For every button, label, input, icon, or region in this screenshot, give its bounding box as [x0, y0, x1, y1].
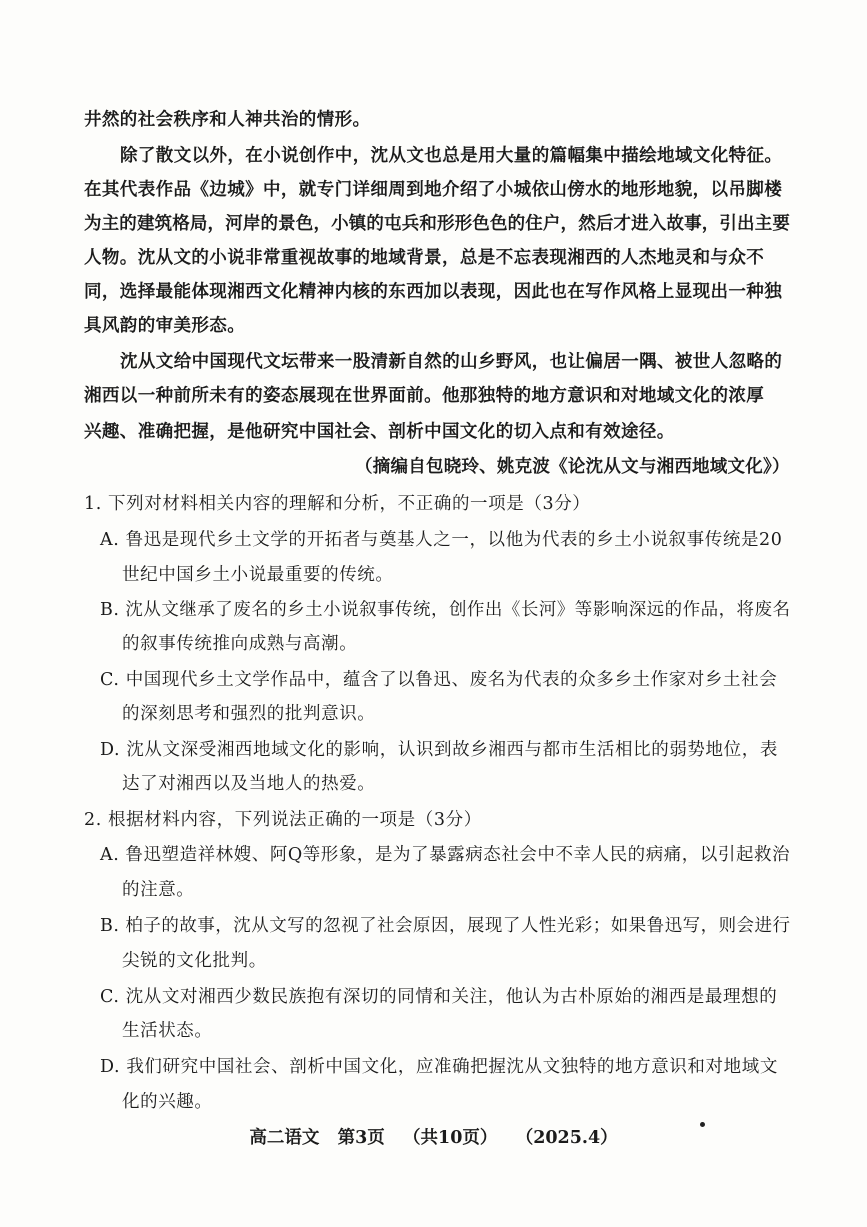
passage-line: 具风韵的审美形态。 [84, 316, 246, 336]
q2-option-c: C. 沈从文对湘西少数民族抱有深切的同情和关注，他认为古朴原始的湘西是最理想的 [100, 987, 778, 1007]
passage-line: 除了散文以外，在小说创作中，沈从文也总是用大量的篇幅集中描绘地域文化特征。 [120, 146, 783, 166]
q2-option-b-cont: 尖锐的文化批判。 [122, 951, 267, 971]
q1-option-c-cont: 的深刻思考和强烈的批判意识。 [122, 704, 376, 724]
passage-line: 在其代表作品《边城》中，就专门详细周到地介绍了小城依山傍水的地形地貌，以吊脚楼 [84, 180, 783, 200]
passage-line: 为主的建筑格局，河岸的景色，小镇的屯兵和形形色色的住户，然后才进入故事，引出主要 [84, 214, 790, 234]
q2-option-a-cont: 的注意。 [122, 880, 195, 900]
passage-line: 井然的社会秩序和人神共治的情形。 [84, 110, 371, 130]
page-footer: 高二语文 第3页 （共10页） （2025.4） [249, 1128, 618, 1148]
q1-option-b-cont: 的叙事传统推向成熟与高潮。 [122, 634, 358, 654]
q1-option-a-cont: 世纪中国乡土小说最重要的传统。 [122, 565, 394, 585]
passage-line: 沈从文给中国现代文坛带来一股清新自然的山乡野风，也让偏居一隅、被世人忽略的 [120, 352, 783, 372]
passage-line: 人物。沈从文的小说非常重视故事的地域背景，总是不忘表现湘西的人杰地灵和与众不 [84, 248, 765, 268]
q2-option-b: B. 柏子的故事，沈从文写的忽视了社会原因，展现了人性光彩；如果鲁迅写，则会进行 [100, 916, 791, 936]
passage-source: （摘编自包晓玲、姚克波《论沈从文与湘西地域文化》） [355, 457, 790, 477]
passage-line: 湘西以一种前所未有的姿态展现在世界面前。他那独特的地方意识和对地域文化的浓厚 [84, 386, 765, 406]
q2-option-c-cont: 生活状态。 [122, 1021, 213, 1041]
q1-option-c: C. 中国现代乡土文学作品中，蕴含了以鲁迅、废名为代表的众多乡土作家对乡土社会 [100, 670, 778, 690]
question-1-stem: 1. 下列对材料相关内容的理解和分析，不正确的一项是（3分） [84, 494, 591, 514]
speck-mark [700, 1122, 705, 1127]
passage-line: 同，选择最能体现湘西文化精神内核的东西加以表现，因此也在写作风格上显现出一种独 [84, 282, 783, 302]
q1-option-b: B. 沈从文继承了废名的乡土小说叙事传统，创作出《长河》等影响深远的作品，将废名 [100, 600, 791, 620]
q2-option-a: A. 鲁迅塑造祥林嫂、阿Q等形象，是为了暴露病态社会中不幸人民的病痛，以引起救治 [100, 845, 791, 865]
q1-option-d: D. 沈从文深受湘西地域文化的影响，认识到故乡湘西与都市生活相比的弱势地位，表 [100, 740, 778, 760]
passage-line: 兴趣、准确把握，是他研究中国社会、剖析中国文化的切入点和有效途径。 [84, 422, 675, 442]
q2-option-d-cont: 化的兴趣。 [122, 1092, 213, 1112]
q1-option-a: A. 鲁迅是现代乡土文学的开拓者与奠基人之一，以他为代表的乡土小说叙事传统是20 [100, 530, 783, 550]
q1-option-d-cont: 达了对湘西以及当地人的热爱。 [122, 774, 376, 794]
question-2-stem: 2. 根据材料内容，下列说法正确的一项是（3分） [84, 810, 482, 830]
q2-option-d: D. 我们研究中国社会、剖析中国文化，应准确把握沈从文独特的地方意识和对地域文 [100, 1057, 778, 1077]
